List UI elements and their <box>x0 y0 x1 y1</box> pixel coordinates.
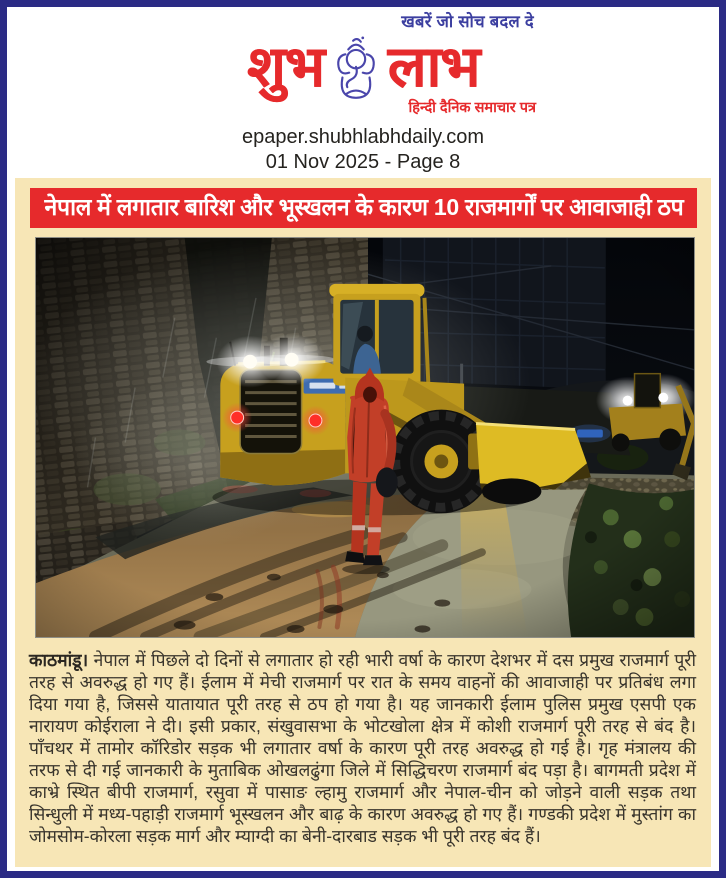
website-url: epaper.shubhlabhdaily.com <box>241 125 485 148</box>
headline-bar <box>30 188 697 228</box>
logo-subtitle: हिन्दी दैनिक समाचार पत्र <box>408 99 536 116</box>
article-card <box>15 178 711 867</box>
newspaper-logo <box>189 13 537 117</box>
news-photo <box>35 237 695 638</box>
newspaper-header <box>7 7 719 174</box>
logo-word-shubh: शुभ <box>246 34 324 99</box>
article-headline: नेपाल में लगातार बारिश और भूस्खलन के कारण 10 राजमार्गों पर आवाजाही ठप <box>44 194 683 221</box>
ganesha-icon <box>327 34 385 100</box>
logo-tagline: खबरें जो सोच बदल दे <box>401 13 534 31</box>
night-road-scene <box>36 238 694 637</box>
logo-word-labh: लाभ <box>387 34 480 99</box>
date-page-label: 01 Nov 2025 - Page 8 <box>265 150 461 173</box>
article-body <box>29 649 696 847</box>
article-dateline: काठमांडू। <box>29 650 89 670</box>
article-body-text: नेपाल में पिछले दो दिनों से लगातार हो रही भारी वर्षा के कारण देशभर में दस प्रमुख राजमार्ग पूरी तरह से अवरुद्ध हो गए हैं। ईलाम में मेची राजमार्ग पर रात के समय वाहनों की आवाजाही पर प्रतिबंध लगा दिया गया है, जिससे यातायात पूरी तरह से ठप हो गया है। यह जानकारी ईलाम पुलिस प्रमुख एसपी एक नारायण कोईराला ने दी। इसी प्रकार, संखुवासभा के भोटखोला क्षेत्र में कोशी राजमार्ग पूरी तरह से बंद है। पाँचथर में तामोर कॉरिडोर सड़क भी लगातार वर्षा के कारण पूरी तरह अवरुद्ध हो गई है। गृह मंत्रालय की तरफ से दी गई जानकारी के मुताबिक ओखलढुंगा जिले में सिद्धिचरण राजमार्ग बंद पड़ा है। बागमती प्रदेश में काभ्रे स्थित बीपी राजमार्ग, रसुवा में पासाङ ल्हामु राजमार्ग और नेपाल-चीन को जोड़ने वाली सड़क तथा सिन्धुली में मध्य-पहाड़ी राजमार्ग भूस्खलन और बाढ़ के कारण अवरुद्ध हो गए हैं। गण्डकी प्रदेश में मुस्तांग का जोमसोम-कोरला सड़क मार्ग और म्याग्दी का बेनी-दारबाड सड़क भी पूरी तरह बंद हैं। <box>29 650 696 846</box>
